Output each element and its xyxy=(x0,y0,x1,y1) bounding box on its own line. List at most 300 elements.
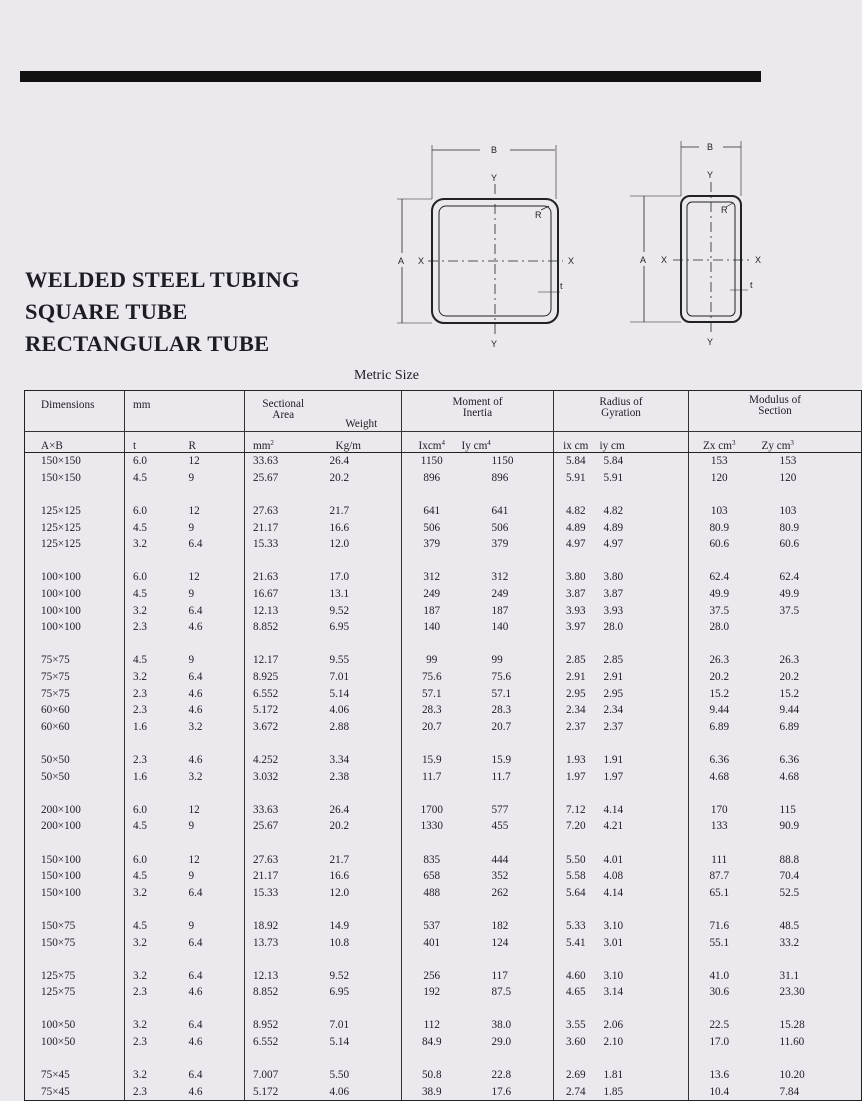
cell-sectional-area: 4.252 xyxy=(245,752,322,769)
cell-ix-gyration: 3.55 xyxy=(554,1017,598,1034)
cell-radius: 6.4 xyxy=(188,671,203,684)
table-row xyxy=(25,519,862,536)
cell-ix-inertia: 99 xyxy=(402,652,462,669)
spacer-cell xyxy=(25,553,125,570)
cell-ix-gyration: 2.95 xyxy=(554,685,598,702)
cell-zy-modulus: 88.8 xyxy=(779,853,800,866)
cell-weight: 6.95 xyxy=(329,621,350,634)
cell-thickness: 2.3 xyxy=(125,752,189,769)
spacer-cell xyxy=(402,486,462,503)
cell-sectional-area: 5.172 xyxy=(245,1084,322,1101)
spacer-cell xyxy=(125,951,189,968)
cell-zy-modulus: 103 xyxy=(779,505,797,518)
cell-ix-gyration: 5.64 xyxy=(554,884,598,901)
cell-ix-inertia: 28.3 xyxy=(402,702,462,719)
cell-iy-gyration: 4.14 xyxy=(603,886,624,899)
cell-iy-inertia: 17.6 xyxy=(491,1085,512,1098)
table-row xyxy=(25,685,862,702)
spacer-cell xyxy=(554,636,598,653)
cell-ix-inertia: 38.9 xyxy=(402,1084,462,1101)
group-spacer xyxy=(25,553,862,570)
spacer-cell xyxy=(25,785,125,802)
cell-zx-modulus: 17.0 xyxy=(689,1034,750,1051)
spacer-cell xyxy=(402,735,462,752)
spacer-cell xyxy=(245,951,322,968)
cell-thickness: 6.0 xyxy=(125,453,189,470)
table-row xyxy=(25,602,862,619)
cell-radius: 6.4 xyxy=(188,936,203,949)
spacer-cell xyxy=(125,835,189,852)
spacer-cell xyxy=(25,1050,125,1067)
cell-ix-gyration: 5.41 xyxy=(554,934,598,951)
cell-radius: 4.6 xyxy=(188,1085,203,1098)
cell-iy-inertia: 506 xyxy=(491,521,509,534)
cell-iy-inertia: 379 xyxy=(491,538,509,551)
cell-weight: 9.52 xyxy=(329,604,350,617)
cell-iy-inertia: 187 xyxy=(491,604,509,617)
label-x-left: X xyxy=(661,255,668,265)
spacer-cell xyxy=(462,1050,554,1067)
title-line: SQUARE TUBE xyxy=(25,299,188,324)
cell-radius: 12 xyxy=(188,571,200,584)
spacer-cell xyxy=(322,785,402,802)
cell-weight: 5.14 xyxy=(329,687,350,700)
cell-zy-modulus: 6.89 xyxy=(779,720,800,733)
cell-zx-modulus: 71.6 xyxy=(689,918,750,935)
spacer-cell xyxy=(125,1001,189,1018)
cell-radius: 9 xyxy=(188,654,195,667)
cell-sectional-area: 12.17 xyxy=(245,652,322,669)
spacer-cell xyxy=(189,735,245,752)
header-zx: Zx $cm^3$ xyxy=(689,432,750,453)
cell-ix-inertia: 312 xyxy=(402,569,462,586)
cell-radius: 6.4 xyxy=(188,886,203,899)
cell-radius: 9 xyxy=(188,521,195,534)
cell-ix-inertia: 256 xyxy=(402,967,462,984)
table-row xyxy=(25,719,862,736)
cell-ix-gyration: 5.50 xyxy=(554,851,598,868)
cell-radius: 6.4 xyxy=(188,538,203,551)
cell-sectional-area: 27.63 xyxy=(245,851,322,868)
spacer-cell xyxy=(689,636,750,653)
cell-ix-inertia: 187 xyxy=(402,602,462,619)
spacer-cell xyxy=(689,735,750,752)
cell-weight: 21.7 xyxy=(329,853,350,866)
spacer-cell xyxy=(189,951,245,968)
cell-ix-inertia: 506 xyxy=(402,519,462,536)
cell-thickness: 2.3 xyxy=(125,619,189,636)
table-row xyxy=(25,569,862,586)
spacer-cell xyxy=(322,553,402,570)
cell-iy-gyration: 3.10 xyxy=(603,969,624,982)
cell-weight: 20.2 xyxy=(329,471,350,484)
cell-iy-inertia: 182 xyxy=(491,919,509,932)
label-x-right: X xyxy=(568,256,575,266)
cell-zy-modulus: 6.36 xyxy=(779,753,800,766)
spacer-cell xyxy=(245,901,322,918)
table-row xyxy=(25,918,862,935)
cell-dimension: 50×50 xyxy=(41,753,70,766)
cell-iy-inertia: 20.7 xyxy=(491,720,512,733)
cell-radius: 6.4 xyxy=(188,604,203,617)
spacer-cell xyxy=(689,901,750,918)
cell-iy-gyration: 4.01 xyxy=(603,853,624,866)
cell-ix-inertia: 50.8 xyxy=(402,1067,462,1084)
cell-thickness: 6.0 xyxy=(125,801,189,818)
cell-ix-gyration: 1.97 xyxy=(554,768,598,785)
cell-ix-inertia: 84.9 xyxy=(402,1034,462,1051)
spacer-cell xyxy=(598,735,689,752)
cell-radius: 6.4 xyxy=(188,1019,203,1032)
cell-sectional-area: 25.67 xyxy=(245,470,322,487)
cell-sectional-area: 8.852 xyxy=(245,619,322,636)
spacer-cell xyxy=(554,835,598,852)
cell-thickness: 3.2 xyxy=(125,602,189,619)
spacer-cell xyxy=(402,636,462,653)
header-ix: Ixcm$^4$ xyxy=(402,432,462,453)
cell-ix-gyration: 2.34 xyxy=(554,702,598,719)
label-y-bottom: Y xyxy=(491,339,498,349)
cell-ix-inertia: 1330 xyxy=(402,818,462,835)
spacer-cell xyxy=(554,1001,598,1018)
table-row xyxy=(25,652,862,669)
cell-dimension: 125×75 xyxy=(41,969,76,982)
group-spacer xyxy=(25,735,862,752)
cell-iy-inertia: 57.1 xyxy=(491,687,512,700)
cell-ix-gyration: 4.60 xyxy=(554,967,598,984)
cell-dimension: 100×100 xyxy=(41,588,81,601)
cell-iy-gyration: 4.82 xyxy=(603,505,624,518)
cell-iy-gyration: 4.97 xyxy=(603,538,624,551)
spacer-cell xyxy=(462,735,554,752)
cell-ix-gyration: 4.89 xyxy=(554,519,598,536)
spacer-cell xyxy=(245,785,322,802)
header-r: R xyxy=(189,432,245,453)
spacer-cell xyxy=(750,785,862,802)
spacer-cell xyxy=(402,951,462,968)
cell-radius: 4.6 xyxy=(188,704,203,717)
table-row xyxy=(25,752,862,769)
cell-iy-inertia: 99 xyxy=(491,654,503,667)
label-r: R xyxy=(535,210,542,220)
spacer-cell xyxy=(462,785,554,802)
cell-zy-modulus: 48.5 xyxy=(779,919,800,932)
spacer-cell xyxy=(25,735,125,752)
cell-ix-gyration: 2.74 xyxy=(554,1084,598,1101)
cell-dimension: 60×60 xyxy=(41,704,70,717)
label-y-top: Y xyxy=(491,173,498,183)
spacer-cell xyxy=(462,951,554,968)
cell-thickness: 4.5 xyxy=(125,818,189,835)
cell-zy-modulus: 9.44 xyxy=(779,704,800,717)
cell-zx-modulus: 15.2 xyxy=(689,685,750,702)
cell-radius: 3.2 xyxy=(188,720,203,733)
spacer-cell xyxy=(189,553,245,570)
cell-weight: 7.01 xyxy=(329,671,350,684)
cell-thickness: 1.6 xyxy=(125,719,189,736)
cell-dimension: 125×125 xyxy=(41,505,81,518)
cell-iy-gyration: 3.80 xyxy=(603,571,624,584)
cell-dimension: 200×100 xyxy=(41,803,81,816)
spacer-cell xyxy=(322,486,402,503)
cell-dimension: 150×100 xyxy=(41,886,81,899)
cell-zy-modulus: 23.30 xyxy=(779,986,805,999)
spacer-cell xyxy=(554,785,598,802)
cell-zy-modulus: 33.2 xyxy=(779,936,800,949)
cell-iy-inertia: 11.7 xyxy=(491,770,511,783)
cell-zy-modulus: 37.5 xyxy=(779,604,800,617)
header-zy: Zy $cm^3$ xyxy=(750,432,862,453)
label-y-top: Y xyxy=(707,170,714,180)
cell-zx-modulus: 41.0 xyxy=(689,967,750,984)
spacer-cell xyxy=(189,486,245,503)
table-row xyxy=(25,1034,862,1051)
cell-zy-modulus: 11.60 xyxy=(779,1036,805,1049)
cell-zx-modulus: 49.9 xyxy=(689,586,750,603)
cell-sectional-area: 12.13 xyxy=(245,602,322,619)
cell-weight: 5.50 xyxy=(329,1069,350,1082)
cell-zy-modulus: 15.28 xyxy=(779,1019,805,1032)
spacer-cell xyxy=(25,901,125,918)
spacer-cell xyxy=(322,636,402,653)
cell-ix-gyration: 1.93 xyxy=(554,752,598,769)
cell-ix-inertia: 488 xyxy=(402,884,462,901)
cell-iy-inertia: 577 xyxy=(491,803,509,816)
spacer-cell xyxy=(189,901,245,918)
group-spacer xyxy=(25,1050,862,1067)
header-radius-of-gyration-text: Radius of Gyration xyxy=(599,396,643,419)
spacer-cell xyxy=(554,735,598,752)
cell-dimension: 125×125 xyxy=(41,521,81,534)
cell-zx-modulus: 13.6 xyxy=(689,1067,750,1084)
label-x-right: X xyxy=(755,255,762,265)
cell-thickness: 2.3 xyxy=(125,702,189,719)
cell-radius: 6.4 xyxy=(188,969,203,982)
cell-weight: 7.01 xyxy=(329,1019,350,1032)
cell-zx-modulus: 111 xyxy=(689,851,750,868)
table-row xyxy=(25,536,862,553)
spacer-cell xyxy=(322,901,402,918)
cell-sectional-area: 12.13 xyxy=(245,967,322,984)
spec-table-body xyxy=(25,453,862,1101)
cell-radius: 12 xyxy=(188,455,200,468)
spacer-cell xyxy=(750,1050,862,1067)
spacer-cell xyxy=(750,1001,862,1018)
square-tube-diagram xyxy=(395,145,574,349)
cell-sectional-area: 21.63 xyxy=(245,569,322,586)
header-radius-of-gyration xyxy=(554,391,689,432)
cell-iy-inertia: 22.8 xyxy=(491,1069,512,1082)
table-row xyxy=(25,768,862,785)
cell-iy-inertia: 140 xyxy=(491,621,509,634)
cell-sectional-area: 33.63 xyxy=(245,801,322,818)
cell-iy-gyration: 5.84 xyxy=(603,455,624,468)
cell-iy-gyration: 5.91 xyxy=(603,471,624,484)
cell-thickness: 6.0 xyxy=(125,569,189,586)
table-row xyxy=(25,801,862,818)
cell-zy-modulus: 153 xyxy=(779,455,797,468)
spacer-cell xyxy=(245,835,322,852)
header-iy-text: Iy cm xyxy=(461,440,488,452)
cell-zy-modulus: 49.9 xyxy=(779,588,800,601)
cell-sectional-area: 16.67 xyxy=(245,586,322,603)
cell-radius: 6.4 xyxy=(188,1069,203,1082)
header-sectional-area-text: Sectional Area xyxy=(262,398,305,421)
header-area-unit: $mm^2$ xyxy=(245,432,322,453)
cell-weight: 3.34 xyxy=(329,753,350,766)
cell-dimension: 150×75 xyxy=(41,936,76,949)
label-a: A xyxy=(398,256,405,266)
cell-dimension: 75×45 xyxy=(41,1069,70,1082)
spacer-cell xyxy=(245,636,322,653)
cell-radius: 9 xyxy=(188,870,195,883)
spacer-cell xyxy=(598,785,689,802)
cell-iy-inertia: 312 xyxy=(491,571,509,584)
label-a: A xyxy=(640,255,647,265)
cell-thickness: 3.2 xyxy=(125,536,189,553)
spacer-cell xyxy=(750,553,862,570)
group-spacer xyxy=(25,785,862,802)
header-modulus-of-section xyxy=(689,391,862,432)
cell-dimension: 100×100 xyxy=(41,604,81,617)
cell-sectional-area: 25.67 xyxy=(245,818,322,835)
table-row xyxy=(25,453,862,470)
title-line: WELDED STEEL TUBING xyxy=(25,267,300,292)
table-row xyxy=(25,503,862,520)
cell-zy-modulus: 90.9 xyxy=(779,820,800,833)
cell-zx-modulus: 10.4 xyxy=(689,1084,750,1101)
spacer-cell xyxy=(245,1001,322,1018)
cell-weight: 20.2 xyxy=(329,820,350,833)
spacer-cell xyxy=(462,486,554,503)
cell-zy-modulus: 15.2 xyxy=(779,687,800,700)
cell-thickness: 4.5 xyxy=(125,586,189,603)
spacer-cell xyxy=(402,1050,462,1067)
cell-ix-gyration: 7.12 xyxy=(554,801,598,818)
cell-radius: 4.6 xyxy=(188,621,203,634)
cell-weight: 9.55 xyxy=(329,654,350,667)
cell-zy-modulus: 52.5 xyxy=(779,886,800,899)
header-zx-text: Zx cm xyxy=(703,440,732,452)
cell-sectional-area: 8.925 xyxy=(245,669,322,686)
cell-iy-inertia: 75.6 xyxy=(491,671,512,684)
spacer-cell xyxy=(402,785,462,802)
cell-iy-gyration: 2.34 xyxy=(603,704,624,717)
cell-zx-modulus: 22.5 xyxy=(689,1017,750,1034)
spacer-cell xyxy=(598,636,689,653)
cell-radius: 3.2 xyxy=(188,770,203,783)
cell-radius: 12 xyxy=(188,505,200,518)
cell-dimension: 75×45 xyxy=(41,1085,70,1098)
table-row xyxy=(25,586,862,603)
spacer-cell xyxy=(462,1001,554,1018)
cell-iy-inertia: 1150 xyxy=(491,455,514,468)
table-row xyxy=(25,884,862,901)
cell-radius: 4.6 xyxy=(188,753,203,766)
spacer-cell xyxy=(402,835,462,852)
cell-ix-inertia: 75.6 xyxy=(402,669,462,686)
label-b: B xyxy=(491,145,498,155)
table-row xyxy=(25,1067,862,1084)
cell-radius: 4.6 xyxy=(188,687,203,700)
cell-iy-inertia: 444 xyxy=(491,853,509,866)
title-line: RECTANGULAR TUBE xyxy=(25,331,270,356)
group-spacer xyxy=(25,1001,862,1018)
header-zy-text: Zy cm xyxy=(761,440,791,452)
spacer-cell xyxy=(750,901,862,918)
cell-ix-gyration: 4.65 xyxy=(554,984,598,1001)
table-row xyxy=(25,619,862,636)
header-dimensions: Dimensions xyxy=(41,399,95,411)
cell-radius: 9 xyxy=(188,471,195,484)
table-row xyxy=(25,1084,862,1101)
cell-radius: 12 xyxy=(188,853,200,866)
cell-thickness: 3.2 xyxy=(125,1067,189,1084)
spec-table xyxy=(24,390,862,1101)
metric-size-label: Metric Size xyxy=(354,368,419,383)
spacer-cell xyxy=(462,835,554,852)
cell-thickness: 4.5 xyxy=(125,652,189,669)
label-r: R xyxy=(721,205,728,215)
table-row xyxy=(25,868,862,885)
cell-ix-inertia: 537 xyxy=(402,918,462,935)
label-y-bottom: Y xyxy=(707,337,714,347)
spacer-cell xyxy=(554,901,598,918)
spacer-cell xyxy=(245,735,322,752)
cell-sectional-area: 21.17 xyxy=(245,868,322,885)
cell-weight: 10.8 xyxy=(329,936,350,949)
cell-dimension: 100×100 xyxy=(41,621,81,634)
label-t: t xyxy=(560,281,563,291)
cell-thickness: 6.0 xyxy=(125,503,189,520)
cell-iy-gyration: 3.87 xyxy=(603,588,624,601)
cell-iy-inertia: 249 xyxy=(491,588,509,601)
spacer-cell xyxy=(322,835,402,852)
cell-thickness: 3.2 xyxy=(125,884,189,901)
spacer-cell xyxy=(25,486,125,503)
cell-iy-gyration: 2.95 xyxy=(603,687,624,700)
cell-zx-modulus: 62.4 xyxy=(689,569,750,586)
cell-thickness: 6.0 xyxy=(125,851,189,868)
cell-dimension: 150×100 xyxy=(41,870,81,883)
cell-zy-modulus: 62.4 xyxy=(779,571,800,584)
cell-iy-inertia: 352 xyxy=(491,870,509,883)
cell-radius: 9 xyxy=(188,588,195,601)
cell-iy-gyration: 3.01 xyxy=(603,936,624,949)
cell-iy-gyration: 1.81 xyxy=(603,1069,624,1082)
cell-zx-modulus: 37.5 xyxy=(689,602,750,619)
spacer-cell xyxy=(25,835,125,852)
header-weight-unit: Kg/m xyxy=(322,432,402,453)
cell-ix-gyration: 2.91 xyxy=(554,669,598,686)
header-area-unit-text: mm xyxy=(253,440,271,452)
spacer-cell xyxy=(402,901,462,918)
spacer-cell xyxy=(598,486,689,503)
cell-iy-gyration: 3.93 xyxy=(603,604,624,617)
cell-ix-inertia: 249 xyxy=(402,586,462,603)
cell-iy-gyration: 3.10 xyxy=(603,919,624,932)
cell-radius: 4.6 xyxy=(188,1036,203,1049)
cell-zx-modulus: 30.6 xyxy=(689,984,750,1001)
cell-zy-modulus: 4.68 xyxy=(779,770,800,783)
cell-ix-inertia: 140 xyxy=(402,619,462,636)
spacer-cell xyxy=(689,835,750,852)
cell-ix-gyration: 5.84 xyxy=(554,453,598,470)
cell-iy-inertia: 124 xyxy=(491,936,509,949)
cell-sectional-area: 15.33 xyxy=(245,536,322,553)
cell-ix-inertia: 112 xyxy=(402,1017,462,1034)
cell-zx-modulus: 9.44 xyxy=(689,702,750,719)
